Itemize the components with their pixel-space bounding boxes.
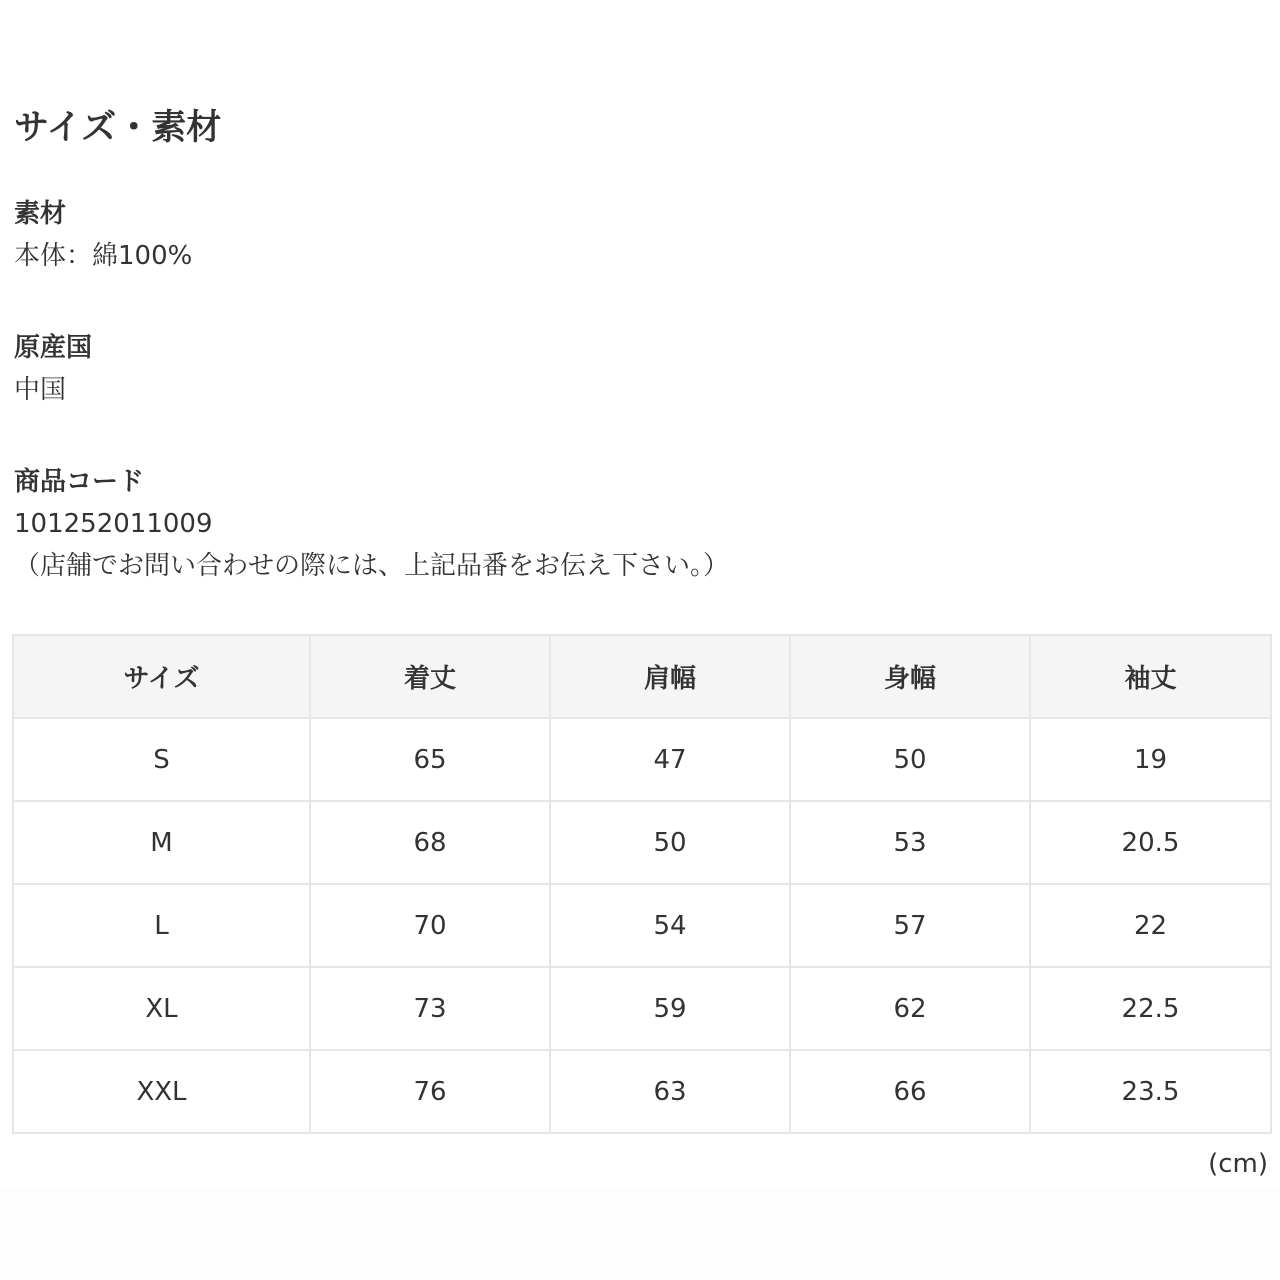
shoulder-width-cell: 63 — [550, 1050, 790, 1133]
product-code-label: 商品コード — [14, 467, 145, 497]
length-cell: 65 — [310, 718, 550, 801]
bottom-background — [0, 1188, 1280, 1280]
size-cell: M — [13, 801, 310, 884]
sleeve-length-cell: 20.5 — [1030, 801, 1271, 884]
body-width-cell: 57 — [790, 884, 1030, 967]
size-table-header-row — [13, 635, 1271, 718]
length-cell: 73 — [310, 967, 550, 1050]
sleeve-length-cell: 19 — [1030, 718, 1271, 801]
table-row — [13, 967, 1271, 1050]
table-row — [13, 1050, 1271, 1133]
table-row — [13, 884, 1271, 967]
unit-note: (cm) — [1208, 1149, 1268, 1179]
size-cell: S — [13, 718, 310, 801]
shoulder-width-cell: 59 — [550, 967, 790, 1050]
body-width-cell: 62 — [790, 967, 1030, 1050]
product-code-value: 101252011009 — [14, 509, 213, 539]
length-cell: 70 — [310, 884, 550, 967]
size-cell: XL — [13, 967, 310, 1050]
shoulder-width-cell: 47 — [550, 718, 790, 801]
shoulder-width-cell: 54 — [550, 884, 790, 967]
origin-value: 中国 — [14, 375, 67, 405]
section-title: サイズ・素材 — [14, 108, 222, 148]
body-width-cell: 53 — [790, 801, 1030, 884]
shoulder-width-cell: 50 — [550, 801, 790, 884]
header-length: 着丈 — [310, 635, 550, 718]
product-code-note: （店舗でお問い合わせの際には、上記品番をお伝え下さい。） — [14, 551, 730, 581]
body-width-cell: 66 — [790, 1050, 1030, 1133]
sleeve-length-cell: 23.5 — [1030, 1050, 1271, 1133]
material-value: 本体：綿100% — [14, 241, 193, 271]
size-cell: L — [13, 884, 310, 967]
header-body-width: 身幅 — [790, 635, 1030, 718]
size-table — [12, 634, 1272, 1134]
size-cell: XXL — [13, 1050, 310, 1133]
header-size: サイズ — [13, 635, 310, 718]
body-width-cell: 50 — [790, 718, 1030, 801]
table-row — [13, 718, 1271, 801]
header-sleeve-length: 袖丈 — [1030, 635, 1271, 718]
sleeve-length-cell: 22 — [1030, 884, 1271, 967]
material-label: 素材 — [14, 199, 67, 229]
length-cell: 76 — [310, 1050, 550, 1133]
header-shoulder-width: 肩幅 — [550, 635, 790, 718]
table-row — [13, 801, 1271, 884]
origin-label: 原産国 — [14, 333, 93, 363]
length-cell: 68 — [310, 801, 550, 884]
sleeve-length-cell: 22.5 — [1030, 967, 1271, 1050]
